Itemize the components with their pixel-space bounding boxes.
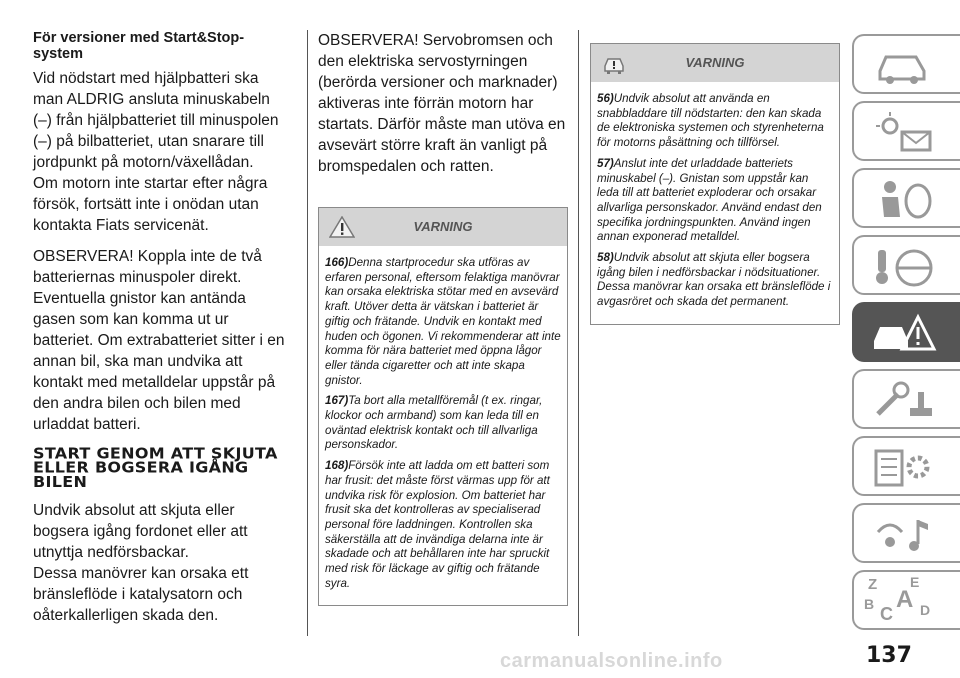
- warning-item: [325, 459, 561, 591]
- warning-item: [597, 251, 833, 310]
- warning-number: 167): [325, 394, 349, 408]
- paragraph: OBSERVERA! Koppla inte de två batteriernas minuspoler direkt. Eventuella gnistor kan antända gasen som kan komma ut ur batteriet. Om extrabatteriet sitter i en annan bil, ska man undvika att kontakt med metalldelar uppstår på den andra bilen och bilen med urladdat batteri.: [33, 248, 285, 433]
- warning-number: 168): [325, 459, 349, 473]
- index-letters-icon: [864, 574, 944, 628]
- warning-item: [325, 394, 561, 453]
- warning-text: Denna startprocedur ska utföras av erfaren personal, eftersom felaktiga manövrar kan orsaka elektriska stötar med en avsevärd kraft. Utöver detta är vätskan i batteriet är giftig och frätande. Undvik en kontakt med huden och ögonen. Vi rekommenderar att inte komma för nära batteriet med öppna lågor eller tända cigaretter och att inte skapa gnistor.: [325, 256, 561, 387]
- index-letter: D: [920, 602, 931, 618]
- warning-header: [591, 44, 839, 82]
- warning-box: [318, 207, 568, 606]
- column-divider: [578, 30, 579, 636]
- warning-title: VARNING: [685, 55, 745, 70]
- tab-index[interactable]: [852, 570, 960, 630]
- subheading-start-stop: För versioner med Start&Stop-system: [33, 30, 245, 62]
- paragraph: Vid nödstart med hjälpbatteri ska man ALDRIG ansluta minuskabeln (–) från hjälpbatteriet till minuspolen (–) på bilbatteriet, utan snarare till jordpunkt på motorn/växellådan.: [33, 70, 279, 171]
- warning-box: [590, 43, 840, 325]
- warning-number: 166): [325, 256, 349, 269]
- warning-number: 57): [597, 156, 614, 170]
- warning-number: 56): [597, 92, 614, 105]
- warning-header: [319, 208, 567, 246]
- column-divider: [307, 30, 308, 636]
- warning-text: Anslut inte det urladdade batteriets minuskabel (–). Gnistan som uppstår kan leda till att batteriet exploderar och orsakar allvarliga personskador. Använd endast den specifika jordningspunkten. Använd ingen annan exponerad metalldel.: [597, 156, 822, 244]
- paragraph: Dessa manövrer kan orsaka ett bränsleflöde i katalysatorn och oåterkallerligen skada den.: [33, 565, 249, 624]
- index-letter: B: [864, 596, 875, 612]
- tab-warning-lights[interactable]: [852, 101, 960, 161]
- index-letter: E: [910, 574, 920, 590]
- warning-text: Försök inte att ladda om ett batteri som har frusit: det måste först värmas upp för att undvika risk för explosion. Om batteriet har frusit ska det kontrolleras av specialiserad personal före laddningen. Kontrollen ska säkerställa att de invändiga delarna inte är skadade och att behållaren inte har spruckit med risk för läckage av giftig och frätande syra.: [325, 459, 550, 590]
- warning-number: 58): [597, 251, 614, 265]
- warning-item: [325, 256, 561, 388]
- paragraph: OBSERVERA! Servobromsen och den elektriska servostyrningen (berörda versioner och marknader) aktiveras inte förrän motorn har startats. Därför måste man utöva en avsevärt större kraft än vanligt på bromspedalen och ratten.: [318, 32, 566, 175]
- warning-item: [597, 92, 833, 151]
- index-letter: C: [880, 604, 893, 624]
- multimedia-icon: [868, 512, 938, 558]
- emergency-car-icon: [868, 311, 938, 357]
- key-steering-wheel-icon: [868, 244, 938, 290]
- index-letter: Z: [868, 576, 878, 593]
- paragraph: Undvik absolut att skjuta eller bogsera igång fordonet eller att utnyttja nedförsbackar.: [33, 502, 248, 561]
- tab-emergency[interactable]: [852, 302, 960, 362]
- warning-body: [591, 82, 839, 324]
- column-2: [318, 30, 568, 606]
- warning-title: VARNING: [413, 219, 473, 234]
- tab-starting-driving[interactable]: [852, 235, 960, 295]
- warning-text: Undvik absolut att skjuta eller bogsera igång bilen i nedförsbackar i nödsituationer. Dessa manövrar kan orsaka ett bränsleflöde i avgasröret och skada det permanent.: [597, 251, 831, 309]
- page-number: 137: [866, 643, 912, 668]
- warning-lights-icon: [868, 110, 938, 156]
- seat-airbag-icon: [868, 177, 938, 223]
- car-icon: [868, 43, 938, 87]
- warning-body: [319, 246, 567, 605]
- tab-car[interactable]: [852, 34, 960, 94]
- index-letter: A: [896, 586, 914, 613]
- column-1: [33, 30, 285, 626]
- wrench-jack-icon: [868, 378, 938, 424]
- chapter-tabs: [852, 34, 960, 637]
- paragraph: Om motorn inte startar efter några försök, fortsätt inte i onödan utan kontakta Fiats servicenät.: [33, 175, 268, 234]
- tab-safety[interactable]: [852, 168, 960, 228]
- warning-text: Undvik absolut att använda en snabbladdare till nödstarten: den kan skada de elektroniska systemen och styrenheterna för motorns påsättning och tillförsel.: [597, 92, 824, 150]
- section-heading: START GENOM ATT SKJUTA ELLER BOGSERA IGÅNG BILEN: [33, 444, 278, 491]
- tab-technical-data[interactable]: [852, 436, 960, 496]
- warning-text: Ta bort alla metallföremål (t ex. ringar, klockor och armband) som kan leda till en oväntad elektrisk kontakt och till allvarliga personskador.: [325, 394, 543, 452]
- watermark: carmanualsonline.info: [500, 650, 723, 672]
- column-3: [590, 43, 840, 325]
- tab-multimedia[interactable]: [852, 503, 960, 563]
- specs-gear-icon: [868, 445, 938, 491]
- tab-maintenance[interactable]: [852, 369, 960, 429]
- warning-item: [597, 157, 833, 245]
